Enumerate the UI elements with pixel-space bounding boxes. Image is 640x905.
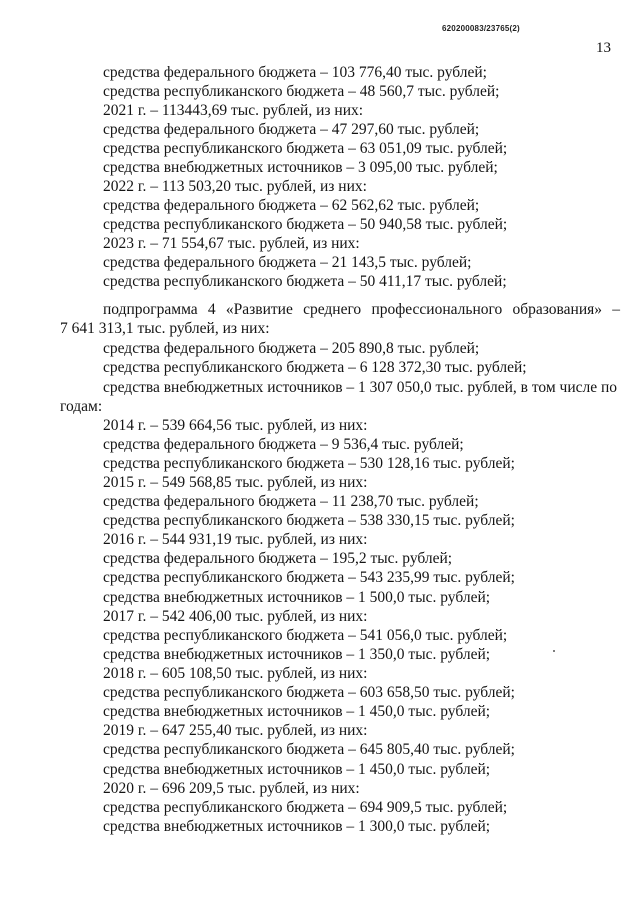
text-line: средства внебюджетных источников – 1 300,0 тыс. рублей; — [103, 818, 491, 835]
text-line: средства федерального бюджета – 11 238,70 тыс. рублей; — [103, 493, 479, 510]
text-line: 2017 г. – 542 406,00 тыс. рублей, из них: — [103, 608, 368, 625]
text-line: средства республиканского бюджета – 645 805,40 тыс. рублей; — [103, 741, 515, 758]
text-line: средства республиканского бюджета – 530 128,16 тыс. рублей; — [103, 455, 515, 472]
text-line: 2022 г. – 113 503,20 тыс. рублей, из них: — [103, 178, 367, 195]
text-line: 2020 г. – 696 209,5 тыс. рублей, из них: — [103, 780, 360, 797]
text-line: средства республиканского бюджета – 538 330,15 тыс. рублей; — [103, 512, 515, 529]
text-line: средства внебюджетных источников – 1 450,0 тыс. рублей; — [103, 703, 491, 720]
text-line: 2016 г. – 544 931,19 тыс. рублей, из них: — [103, 531, 368, 548]
text-line: средства республиканского бюджета – 694 909,5 тыс. рублей; — [103, 799, 508, 816]
text-line: средства внебюджетных источников – 1 500,0 тыс. рублей; — [103, 589, 491, 606]
text-line: средства республиканского бюджета – 48 560,7 тыс. рублей; — [103, 83, 500, 100]
text-line: средства федерального бюджета – 205 890,8 тыс. рублей; — [103, 340, 480, 357]
text-line: средства внебюджетных источников – 1 450,0 тыс. рублей; — [103, 761, 491, 778]
text-line: 2015 г. – 549 568,85 тыс. рублей, из них: — [103, 474, 368, 491]
text-line: средства республиканского бюджета – 50 940,58 тыс. рублей; — [103, 216, 508, 233]
text-line: 2018 г. – 605 108,50 тыс. рублей, из них: — [103, 665, 368, 682]
subprogram-total-line: 7 641 313,1 тыс. рублей, из них: — [60, 320, 270, 337]
text-line: средства федерального бюджета – 195,2 тыс. рублей; — [103, 550, 453, 567]
text-line: 2014 г. – 539 664,56 тыс. рублей, из них: — [103, 417, 368, 434]
text-line: 2021 г. – 113443,69 тыс. рублей, из них: — [103, 102, 364, 119]
page-number: 13 — [596, 40, 611, 56]
subprogram-heading-line: подпрограмма 4 «Развитие среднего профессионального образования» – — [103, 301, 620, 318]
text-line: средства республиканского бюджета – 543 235,99 тыс. рублей; — [103, 569, 515, 586]
text-line: средства республиканского бюджета – 50 411,17 тыс. рублей; — [103, 273, 507, 290]
text-line: 2023 г. – 71 554,67 тыс. рублей, из них: — [103, 235, 360, 252]
text-line: средства внебюджетных источников – 3 095,00 тыс. рублей; — [103, 159, 498, 176]
document-registration-code: 620200083/23765(2) — [442, 24, 520, 33]
text-line: средства внебюджетных источников – 1 350,0 тыс. рублей; — [103, 646, 491, 663]
text-line: средства республиканского бюджета – 541 056,0 тыс. рублей; — [103, 627, 508, 644]
text-line: средства федерального бюджета – 103 776,40 тыс. рублей; — [103, 64, 487, 81]
text-line-continuation: годам: — [60, 398, 103, 415]
text-line: средства федерального бюджета – 21 143,5 тыс. рублей; — [103, 254, 472, 271]
text-line: средства федерального бюджета – 9 536,4 тыс. рублей; — [103, 436, 464, 453]
text-line: 2019 г. – 647 255,40 тыс. рублей, из них: — [103, 722, 368, 739]
text-line: средства внебюджетных источников – 1 307 050,0 тыс. рублей, в том числе по — [103, 379, 618, 396]
text-line: средства федерального бюджета – 62 562,62 тыс. рублей; — [103, 197, 480, 214]
text-line: средства республиканского бюджета – 63 051,09 тыс. рублей; — [103, 140, 508, 157]
scan-speck — [553, 650, 555, 652]
text-line: средства республиканского бюджета – 6 128 372,30 тыс. рублей; — [103, 359, 527, 376]
text-line: средства федерального бюджета – 47 297,60 тыс. рублей; — [103, 121, 480, 138]
text-line: средства республиканского бюджета – 603 658,50 тыс. рублей; — [103, 684, 515, 701]
